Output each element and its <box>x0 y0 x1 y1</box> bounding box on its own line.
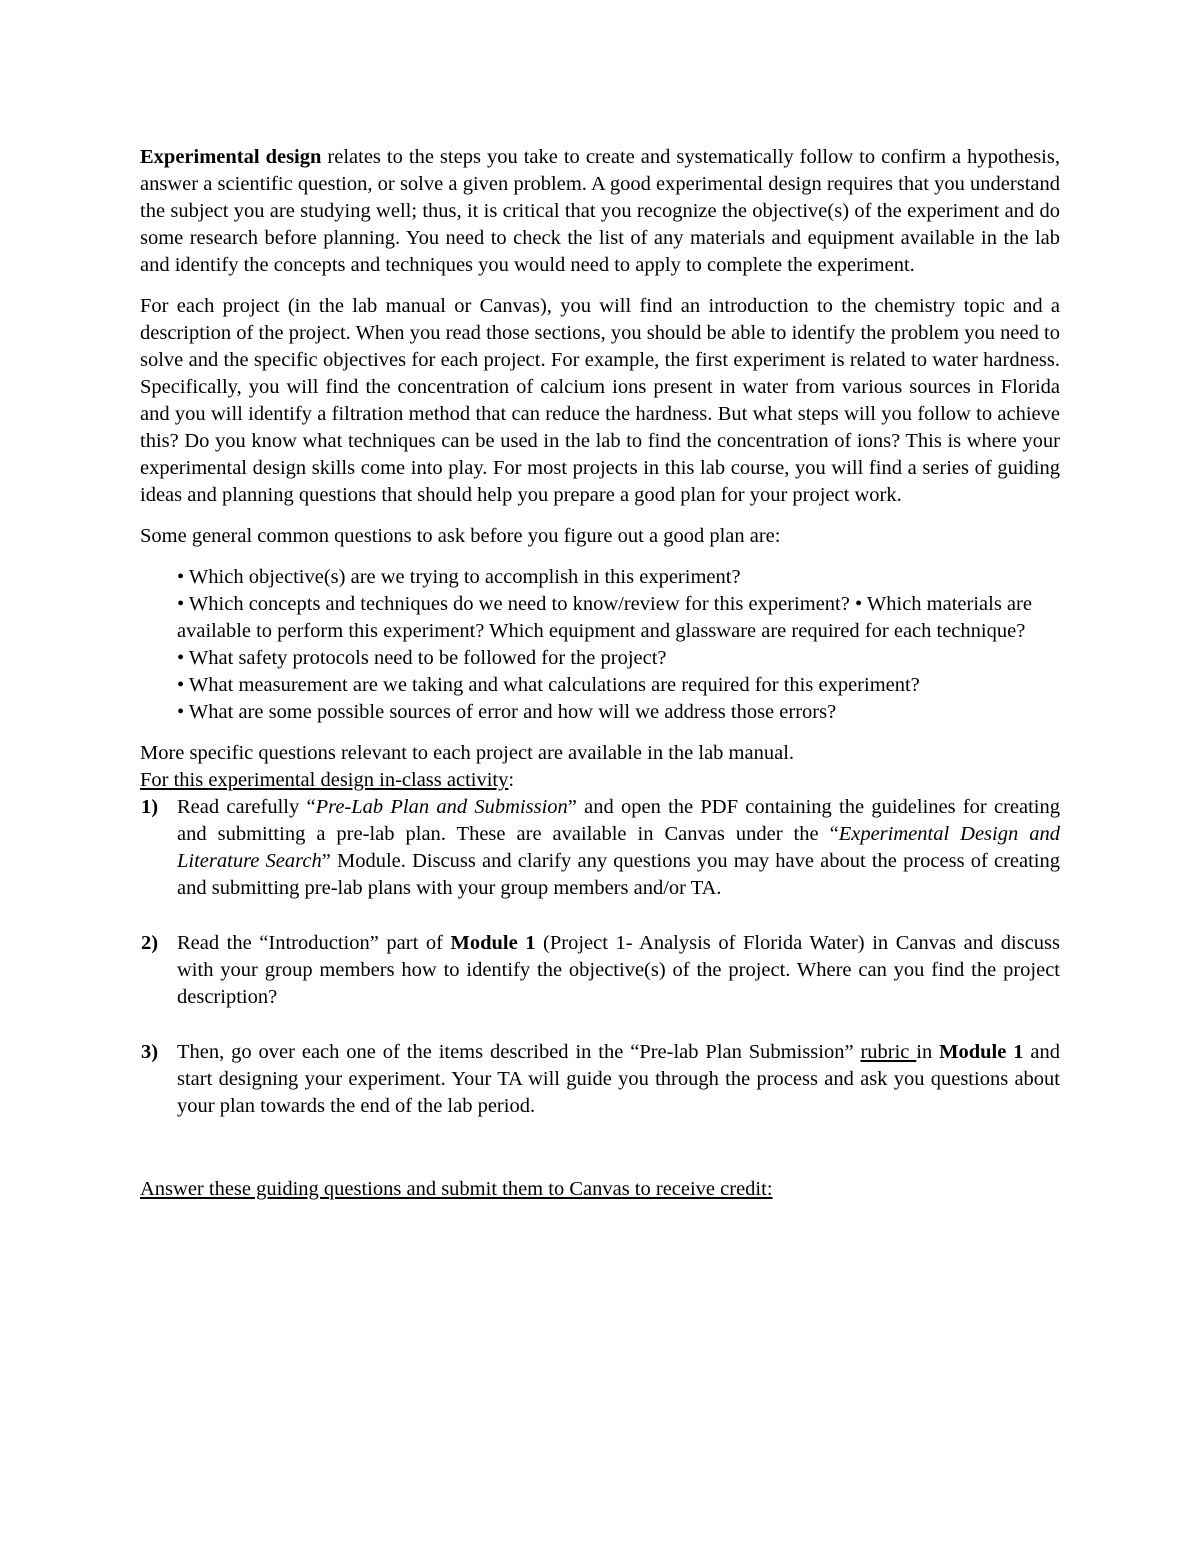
project-paragraph: For each project (in the lab manual or Canvas), you will find an introduction to the chemistry topic and a description of the project. When you read those sections, you should be able to identify the problem you need to solve and the specific objectives for each project. For example, the first experiment is related to water hardness. Specifically, you will find the concentration of calcium ions present in water from various sources in Florida and you will identify a filtration method that can reduce the hardness. But what steps will you follow to achieve this? Do you know what techniques can be used in the lab to find the concentration of ions? This is where your experimental design skills come into play. For most projects in this lab course, you will find a series of guiding ideas and planning questions that should help you prepare a good plan for your project work. <box>140 295 1060 506</box>
step-number: 3) <box>141 1041 159 1063</box>
step-item <box>140 930 1060 1011</box>
activity-label: For this experimental design in-class activity <box>140 769 509 791</box>
list-item: • Which concepts and techniques do we need to know/review for this experiment? • Which materials are available to perform this experiment? Which equipment and glassware are required for each technique? <box>177 593 1032 642</box>
intro-paragraph <box>140 144 1060 279</box>
step-number: 1) <box>141 796 159 818</box>
step-italic-title: Experimental Design and Literature Search <box>177 823 1060 872</box>
step-text: Then, go over each one of the items described in the “Pre-lab Plan Submission” <box>177 1041 861 1063</box>
rubric-word: rubric <box>860 1041 917 1063</box>
step-text: ” Module. Discuss and clarify any questions you may have about the process of creating and submitting pre-lab plans with your group members and/or TA. <box>177 850 1061 899</box>
step-item <box>140 1039 1060 1120</box>
step-text: and start designing your experiment. Your TA will guide you through the process and ask you questions about your plan towards the end of the lab period. <box>177 1041 1060 1117</box>
step-text: ” and open the PDF containing the guidelines for creating and submitting a pre-lab plan. These are available in Canvas under the “ <box>177 796 1061 845</box>
list-item: • What safety protocols need to be followed for the project? <box>177 647 667 669</box>
step-number: 2) <box>141 932 159 954</box>
step-text: (Project 1- Analysis of Florida Water) in Canvas and discuss with your group members how to identify the objective(s) of the project. Where can you find the project description? <box>177 932 1060 1008</box>
step-bold-module: Module 1 <box>939 1041 1024 1063</box>
more-questions-text: More specific questions relevant to each project are available in the lab manual. <box>140 742 795 764</box>
step-text: Read carefully “ <box>177 796 316 818</box>
step-item <box>140 794 1060 902</box>
activity-colon: : <box>508 769 515 791</box>
step-italic-title: Pre-Lab Plan and Submission <box>315 796 568 818</box>
step-text: Read the “Introduction” part of <box>177 932 451 954</box>
activity-steps-list <box>140 794 1060 1120</box>
list-item: • What are some possible sources of error and how will we address those errors? <box>177 701 837 723</box>
general-questions-list <box>140 564 1077 726</box>
step-text: in <box>916 1041 940 1063</box>
closing-instruction: Answer these guiding questions and submit them to Canvas to receive credit: <box>140 1178 773 1200</box>
list-item: • What measurement are we taking and what calculations are required for this experiment? <box>177 674 920 696</box>
list-item: • Which objective(s) are we trying to accomplish in this experiment? <box>177 566 741 588</box>
questions-intro: Some general common questions to ask before you figure out a good plan are: <box>140 525 781 547</box>
more-questions-paragraph <box>140 740 820 794</box>
step-bold-module: Module 1 <box>450 932 536 954</box>
intro-text: relates to the steps you take to create and systematically follow to confirm a hypothesis, answer a scientific question, or solve a given problem. A good experimental design requires that you understand the subject you are studying well; thus, it is critical that you recognize the objective(s) of the experiment and do some research before planning. You need to check the list of any materials and equipment available in the lab and identify the concepts and techniques you would need to apply to complete the experiment. <box>140 146 1060 276</box>
document-body <box>140 144 1060 1203</box>
intro-term: Experimental design <box>140 146 322 168</box>
